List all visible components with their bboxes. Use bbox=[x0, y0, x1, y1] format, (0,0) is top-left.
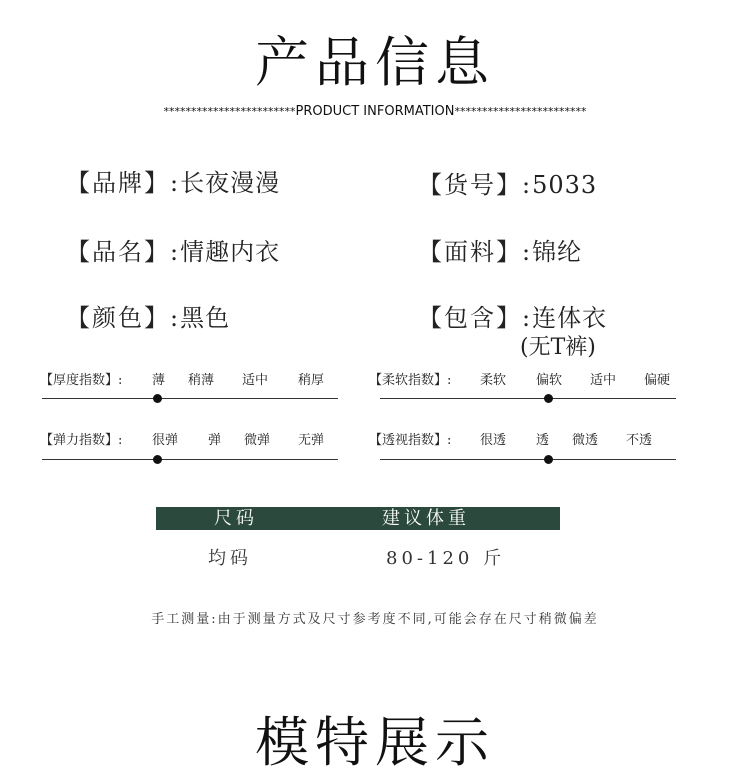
info-color-value: 黑色 bbox=[180, 304, 231, 332]
page-title: 产品信息 bbox=[255, 31, 495, 94]
info-color-label: 【颜色】: bbox=[66, 304, 181, 332]
section-title-model-display: 模特展示 bbox=[255, 711, 495, 774]
thickness-scale-line bbox=[42, 398, 338, 399]
softness-option: 偏硬 bbox=[644, 373, 671, 388]
subtitle-stars-left: ************************ bbox=[163, 105, 296, 118]
softness-scale-marker bbox=[544, 394, 553, 403]
transparency-options bbox=[480, 429, 680, 448]
transparency-scale-line bbox=[380, 459, 676, 460]
info-includes-value: 连体衣 bbox=[532, 304, 608, 332]
thickness-scale-marker bbox=[153, 394, 162, 403]
info-color bbox=[66, 298, 230, 333]
size-column-header: 尺码 bbox=[214, 508, 258, 529]
transparency-option: 透 bbox=[536, 433, 550, 448]
info-includes bbox=[418, 298, 607, 333]
softness-option: 柔软 bbox=[480, 373, 507, 388]
info-name-value: 情趣内衣 bbox=[180, 238, 281, 266]
info-includes-note: (无T裤) bbox=[520, 335, 596, 360]
thickness-option: 适中 bbox=[242, 373, 269, 388]
info-includes-label: 【包含】: bbox=[418, 304, 533, 332]
thickness-option: 薄 bbox=[152, 373, 166, 388]
info-name-label: 【品名】: bbox=[66, 238, 181, 266]
transparency-index-label: 【透视指数】: bbox=[369, 433, 452, 448]
thickness-options bbox=[152, 369, 342, 388]
elasticity-option: 弹 bbox=[208, 433, 222, 448]
weight-value: 80-120 斤 bbox=[386, 548, 506, 569]
elasticity-option: 微弹 bbox=[244, 433, 271, 448]
size-value: 均码 bbox=[208, 548, 252, 569]
subtitle-row bbox=[0, 104, 750, 119]
info-item-no-value: 5033 bbox=[532, 171, 598, 199]
elasticity-scale-marker bbox=[153, 455, 162, 464]
softness-options bbox=[480, 369, 680, 388]
info-brand bbox=[66, 163, 280, 198]
elasticity-options bbox=[152, 429, 342, 448]
info-item-no-label: 【货号】: bbox=[418, 171, 533, 199]
size-table-header bbox=[156, 507, 560, 530]
info-fabric-label: 【面料】: bbox=[418, 238, 533, 266]
softness-option: 适中 bbox=[590, 373, 617, 388]
info-name bbox=[66, 232, 280, 267]
elasticity-index-label: 【弹力指数】: bbox=[40, 433, 123, 448]
weight-column-header: 建议体重 bbox=[382, 508, 470, 529]
transparency-option: 不透 bbox=[626, 433, 653, 448]
subtitle-text: PRODUCT INFORMATION bbox=[295, 104, 455, 119]
info-brand-label: 【品牌】: bbox=[66, 169, 181, 197]
transparency-scale-marker bbox=[544, 455, 553, 464]
thickness-index-label: 【厚度指数】: bbox=[40, 373, 123, 388]
transparency-option: 微透 bbox=[572, 433, 599, 448]
transparency-option: 很透 bbox=[480, 433, 507, 448]
thickness-option: 稍厚 bbox=[298, 373, 325, 388]
measurement-note: 手工测量:由于测量方式及尺寸参考度不同,可能会存在尺寸稍微偏差 bbox=[151, 612, 599, 627]
thickness-option: 稍薄 bbox=[188, 373, 215, 388]
info-fabric-value: 锦纶 bbox=[532, 238, 583, 266]
softness-index-label: 【柔软指数】: bbox=[369, 373, 452, 388]
elasticity-scale-line bbox=[42, 459, 338, 460]
info-item-no bbox=[418, 165, 597, 200]
info-brand-value: 长夜漫漫 bbox=[180, 169, 281, 197]
softness-option: 偏软 bbox=[536, 373, 563, 388]
elasticity-option: 无弹 bbox=[298, 433, 325, 448]
subtitle-stars-right: ************************ bbox=[454, 105, 587, 118]
elasticity-option: 很弹 bbox=[152, 433, 179, 448]
softness-scale-line bbox=[380, 398, 676, 399]
info-fabric bbox=[418, 232, 582, 267]
